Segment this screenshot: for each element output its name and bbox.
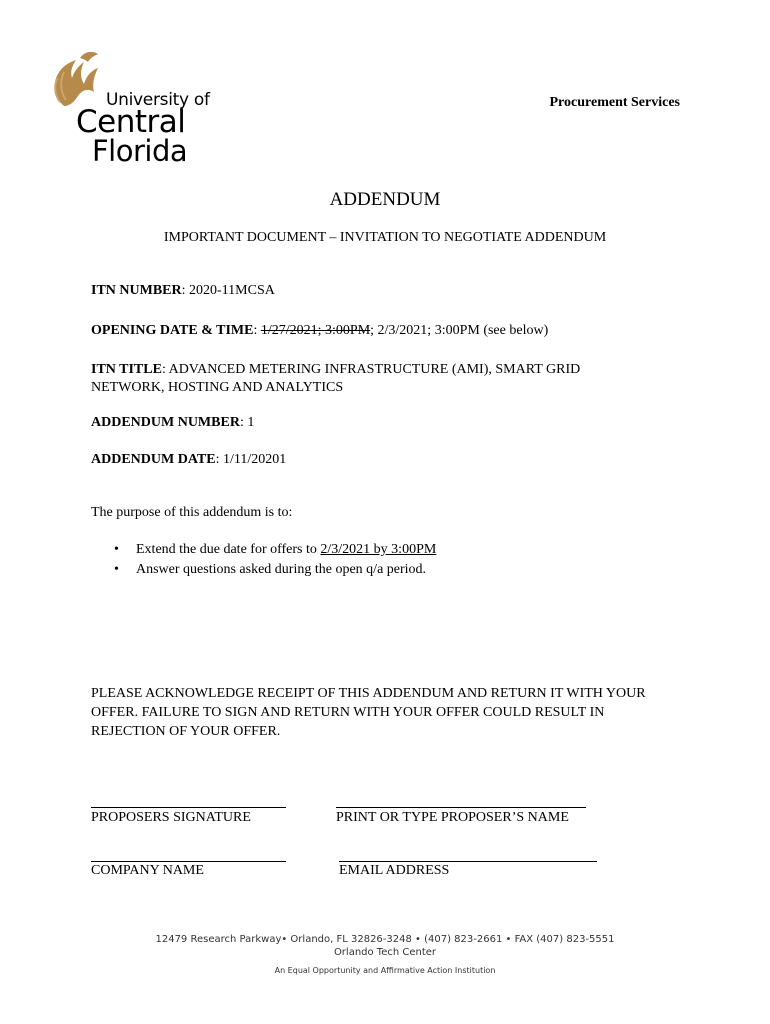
list-item — [91, 560, 436, 580]
logo-text-university: University of — [106, 90, 210, 110]
itn-title-label: ITN TITLE — [91, 362, 162, 377]
document-title: ADDENDUM — [329, 189, 441, 210]
company-name-line[interactable] — [91, 861, 286, 862]
itn-number-label: ITN NUMBER — [91, 283, 182, 298]
opening-date-field: OPENING DATE & TIME: 1/27/2021; 3:00PM; 2/3/2021; 3:00PM (see below) — [91, 323, 549, 338]
opening-date-value: ; 2/3/2021; 3:00PM (see below) — [370, 323, 549, 338]
document-subtitle: IMPORTANT DOCUMENT – INVITATION TO NEGOTIATE ADDENDUM — [163, 230, 607, 245]
addendum-date-field: ADDENDUM DATE: 1/11/20201 — [91, 452, 287, 467]
company-name-label: COMPANY NAME — [91, 863, 204, 878]
bullet-text: Extend the due date for offers to — [136, 542, 321, 557]
addendum-number-label: ADDENDUM NUMBER — [91, 415, 240, 430]
department-label: Procurement Services — [549, 95, 680, 110]
list-item — [91, 540, 436, 560]
logo-text-florida: Florida — [92, 134, 188, 168]
itn-number-value: 2020-11MCSA — [189, 283, 275, 298]
addendum-number-field: ADDENDUM NUMBER: 1 — [91, 415, 255, 430]
itn-number-field: ITN NUMBER: 2020-11MCSA — [91, 283, 275, 298]
due-date-text: 2/3/2021 by 3:00PM — [320, 542, 437, 557]
email-address-line[interactable] — [339, 861, 597, 862]
bullet-text: Answer questions asked during the open q/a period. — [136, 562, 427, 577]
addendum-number-value: 1 — [247, 415, 255, 430]
ucf-logo — [48, 48, 228, 168]
purpose-intro: The purpose of this addendum is to: — [91, 505, 293, 520]
print-name-line[interactable] — [336, 807, 586, 808]
footer-office: Orlando Tech Center — [333, 947, 437, 958]
addendum-date-value: 1/11/20201 — [222, 452, 287, 467]
purpose-list — [91, 540, 436, 580]
acknowledgement-text: PLEASE ACKNOWLEDGE RECEIPT OF THIS ADDENDUM AND RETURN IT WITH YOUR OFFER. FAILURE TO SIGN AND RETURN WITH YOUR OFFER COULD RESULT IN REJECTION OF YOUR OFFER. — [91, 686, 646, 739]
print-name-label: PRINT OR TYPE PROPOSER’S NAME — [336, 810, 569, 825]
logo-text-central: Central — [76, 104, 186, 140]
proposer-signature-line[interactable] — [91, 807, 286, 808]
email-address-label: EMAIL ADDRESS — [339, 863, 450, 878]
itn-title-field: ITN TITLE: ADVANCED METERING INFRASTRUCTURE (AMI), SMART GRID NETWORK, HOSTING AND ANALYTICS — [91, 362, 581, 395]
opening-date-struck: 1/27/2021; 3:00PM — [260, 323, 371, 338]
footer-eeo: An Equal Opportunity and Affirmative Action Institution — [274, 966, 496, 975]
pegasus-icon — [50, 48, 102, 110]
addendum-date-label: ADDENDUM DATE — [91, 452, 216, 467]
opening-date-label: OPENING DATE & TIME — [91, 323, 254, 338]
footer-address: 12479 Research Parkway• Orlando, FL 32826-3248 • (407) 823-2661 • FAX (407) 823-5551 — [155, 934, 615, 945]
proposer-signature-label: PROPOSERS SIGNATURE — [91, 810, 251, 825]
itn-title-value: ADVANCED METERING INFRASTRUCTURE (AMI), SMART GRID NETWORK, HOSTING AND ANALYTICS — [91, 362, 581, 395]
